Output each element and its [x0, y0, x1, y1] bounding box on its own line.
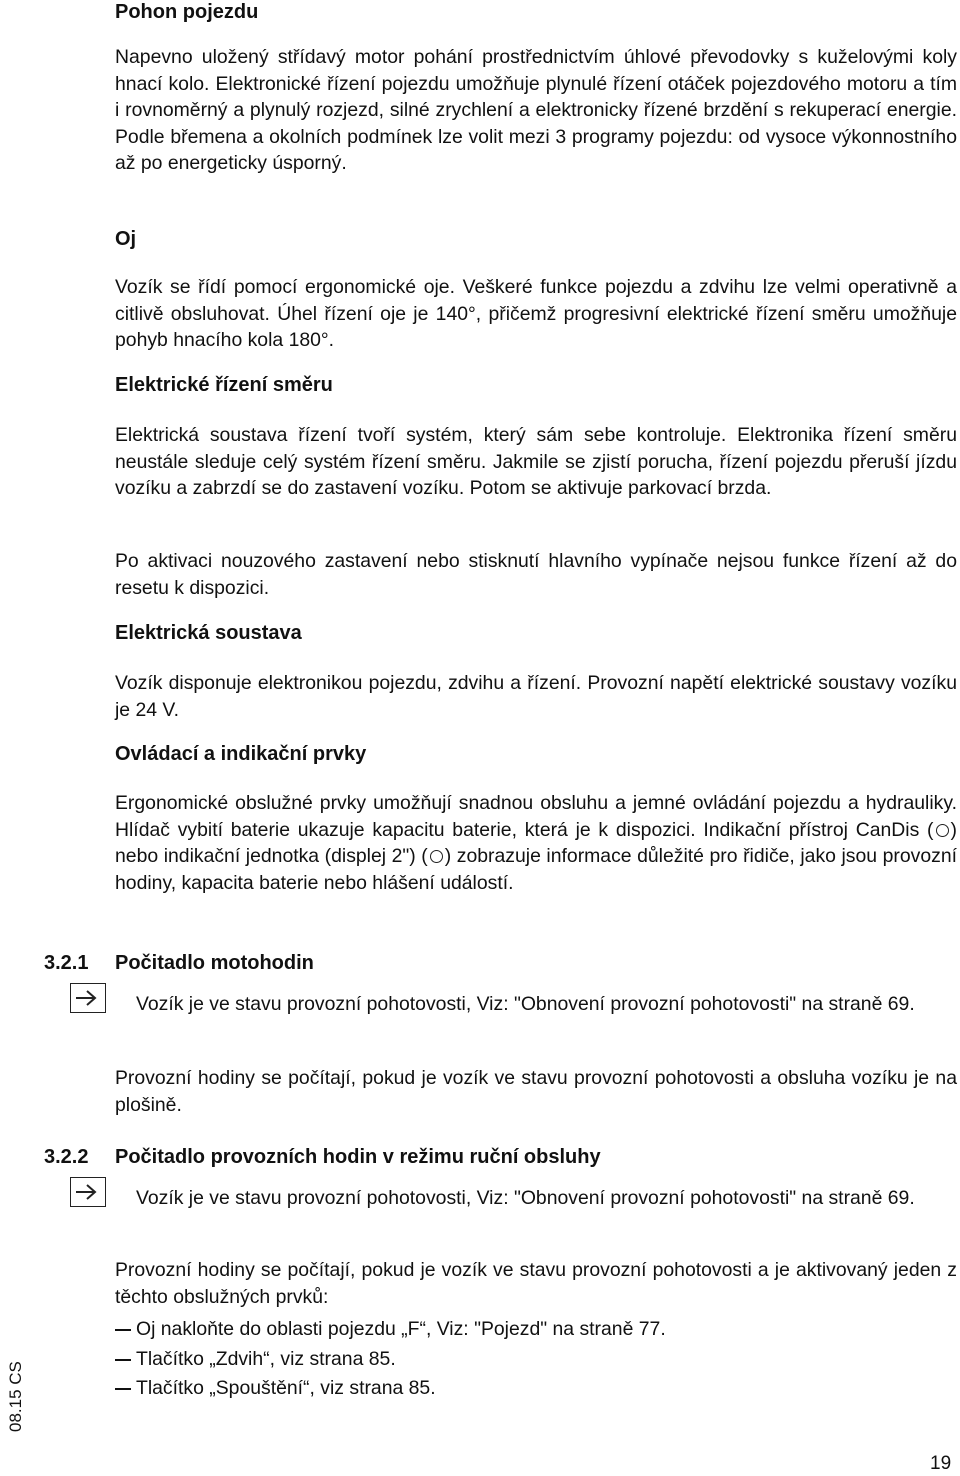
- heading-elektricke-rizeni-smeru: Elektrické řízení směru: [115, 374, 333, 396]
- ovladaci-text-a: Ergonomické obslužné prvky umožňují snadnou obsluhu a jemné ovládání pojezdu a hydrauliky. Hlídač vybití baterie ukazuje kapacitu baterie, která je k dispozici. Indikační přístroj CanDis (: [115, 792, 957, 841]
- heading-oj: Oj: [115, 228, 137, 250]
- arrow-right-box-icon: [70, 983, 106, 1013]
- paragraph-rizeni-2: Po aktivaci nouzového zastavení nebo stisknutí hlavního vypínače nejsou funkce řízení až do resetu k dispozici.: [115, 550, 957, 599]
- paragraph-rizeni-1: Elektrická soustava řízení tvoří systém, který sám sebe kontroluje. Elektronika řízení směru neustále sleduje celý systém řízení směru. Jakmile se zjistí porucha, řízení pojezdu přeruší jízdu vozíku a zabrzdí se do zastavení vozíku. Potom se aktivuje parkovací brzda.: [115, 424, 957, 500]
- paragraph-pohon-pojezdu: Napevno uložený střídavý motor pohání prostřednictvím úhlové převodovky s kuželovými koly hnací kolo. Elektronické řízení pojezdu umožňuje plynulé řízení otáček pojezdového motoru a tím i rovnoměrný a plynulý rozjezd, silné zrychlení a elektronicky řízené brzdění s rekuperací energie. Podle břemena a okolních podmínek lze volit mezi 3 programy pojezdu: od vysoce výkonnostního až po energeticky úsporný.: [115, 46, 957, 175]
- edition-label: 08.15 CS: [6, 1361, 25, 1432]
- dash-bullet-icon: [115, 1329, 131, 1331]
- paragraph-322: Provozní hodiny se počítají, pokud je vozík ve stavu provozní pohotovosti a je aktivovaný jeden z těchto obslužných prvků:: [115, 1259, 957, 1308]
- ovladaci-text-c: ) zobrazuje informace důležité pro řidiče, jako jsou provozní hodiny, kapacita baterie nebo hlášení událostí.: [115, 845, 957, 894]
- dash-bullet-icon: [115, 1359, 131, 1361]
- dash-bullet-icon: [115, 1388, 131, 1390]
- display-circle-icon: [430, 850, 443, 863]
- note-321: Vozík je ve stavu provozní pohotovosti, Viz: "Obnovení provozní pohotovosti" na straně 69.: [136, 993, 915, 1015]
- section-number-321: 3.2.1: [44, 952, 89, 974]
- heading-ovladaci-prvky: Ovládací a indikační prvky: [115, 743, 367, 765]
- paragraph-ovladaci-prvky: [115, 790, 957, 896]
- paragraph-elektricka-soustava: Vozík disponuje elektronikou pojezdu, zdvihu a řízení. Provozní napětí elektrické soustavy vozíku je 24 V.: [115, 672, 957, 721]
- note-322: Vozík je ve stavu provozní pohotovosti, Viz: "Obnovení provozní pohotovosti" na straně 69.: [136, 1187, 915, 1209]
- ovladaci-text-b: ) nebo indikační jednotka (displej 2") (: [115, 818, 957, 868]
- heading-elektricka-soustava: Elektrická soustava: [115, 622, 302, 644]
- paragraph-oj: Vozík se řídí pomocí ergonomické oje. Veškeré funkce pojezdu a zdvihu lze velmi operativně a citlivě obsluhovat. Úhel řízení oje je 140°, přičemž progresivní elektrické řízení směru umožňuje pohyb hnacího kola 180°.: [115, 276, 957, 352]
- section-number-322: 3.2.2: [44, 1146, 89, 1168]
- heading-pohon-pojezdu: Pohon pojezdu: [115, 1, 259, 23]
- page-number: 19: [930, 1453, 952, 1474]
- heading-pocitadlo-rucni-obsluhy: Počitadlo provozních hodin v režimu ruční obsluhy: [115, 1146, 601, 1168]
- heading-pocitadlo-motohodin: Počitadlo motohodin: [115, 952, 314, 974]
- arrow-right-box-icon: [70, 1177, 106, 1207]
- candis-circle-icon: [936, 824, 949, 837]
- paragraph-321: Provozní hodiny se počítají, pokud je vozík ve stavu provozní pohotovosti a obsluha vozíku je na plošině.: [115, 1067, 957, 1116]
